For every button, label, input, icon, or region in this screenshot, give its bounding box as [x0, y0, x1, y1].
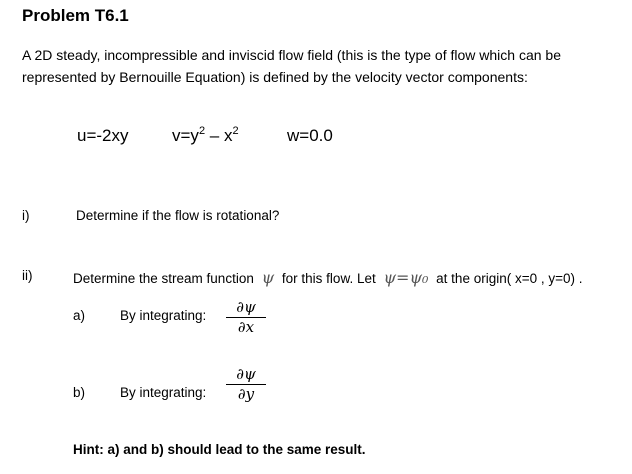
hint-text: Hint: a) and b) should lead to the same result.	[73, 442, 366, 457]
part-b-numerator: ∂ψ	[226, 366, 266, 385]
part-a-text: By integrating:	[120, 308, 207, 323]
question-2-text	[73, 268, 583, 287]
equation-v-exponent-x: 2	[232, 125, 239, 137]
question-2-text-c: at the origin( x=0 , y=0) .	[436, 271, 583, 286]
equation-v-mid: – x	[205, 126, 233, 145]
part-b-derivative	[226, 366, 266, 403]
part-a-label: a)	[73, 308, 86, 323]
psi-origin-condition: ψ=ψ₀	[383, 268, 429, 287]
part-a-derivative	[226, 299, 266, 336]
problem-title: Problem T6.1	[22, 6, 129, 25]
question-1-label: i)	[22, 208, 30, 223]
psi-symbol: ψ	[261, 268, 275, 287]
question-2-label: ii)	[22, 268, 33, 283]
question-2-text-b: for this flow. Let	[281, 271, 376, 286]
question-2-text-a: Determine the stream function	[73, 271, 254, 286]
problem-intro: A 2D steady, incompressible and inviscid flow field (this is the type of flow which can be represented by Bernouille Equation) is defined by the velocity vector components:	[22, 47, 561, 85]
equation-v-prefix: v=y	[172, 126, 199, 145]
equation-u: u=-2xy	[77, 126, 129, 145]
equation-w: w=0.0	[287, 126, 333, 145]
equation-v	[172, 126, 239, 146]
part-b-denominator: ∂y	[237, 385, 255, 403]
question-1-text: Determine if the flow is rotational?	[76, 208, 280, 223]
part-a-numerator: ∂ψ	[226, 299, 266, 318]
part-b-text: By integrating:	[120, 385, 207, 400]
part-b-label: b)	[73, 385, 86, 400]
part-a-denominator: ∂x	[237, 318, 255, 336]
equation-v-exponent-y: 2	[198, 125, 206, 137]
